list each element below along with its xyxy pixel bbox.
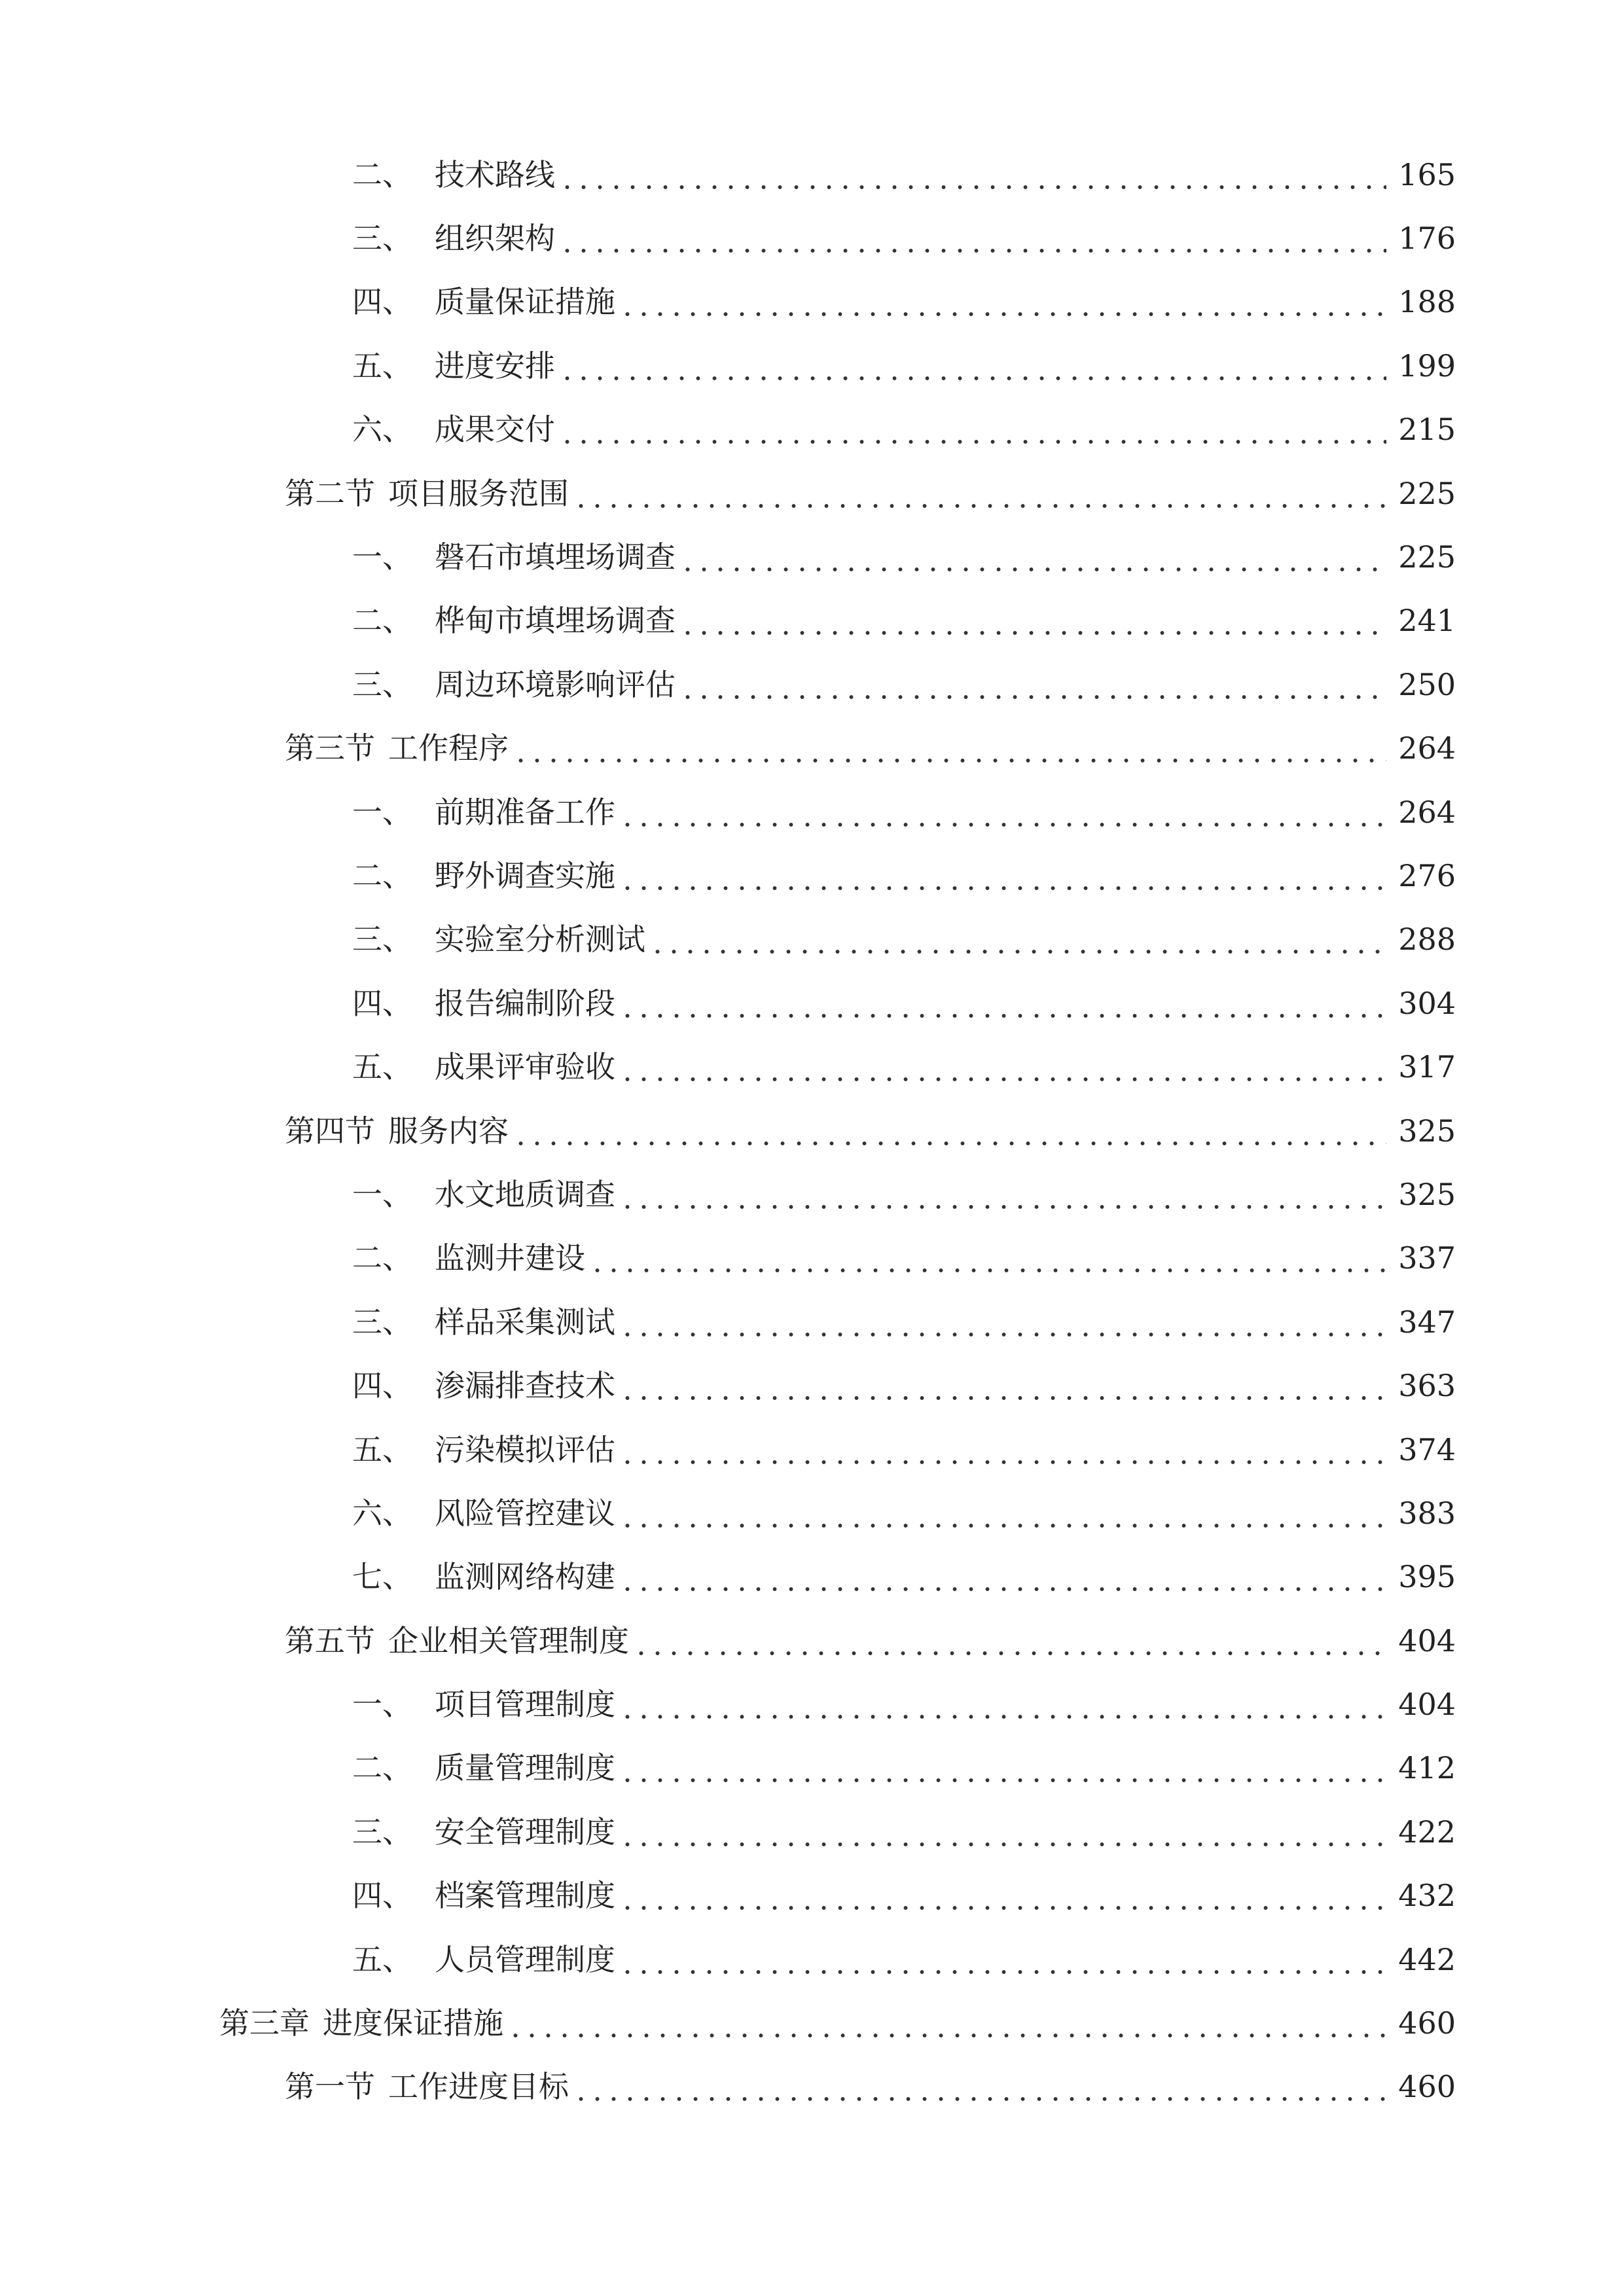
toc-entry-number: 二、 [352, 1750, 412, 1786]
toc-dot-leader [573, 478, 1386, 509]
toc-entry-page-number: 325 [1398, 1113, 1456, 1149]
toc-entry[interactable] [0, 971, 1624, 1035]
toc-entry-page-number: 188 [1398, 284, 1456, 320]
toc-entry-title: 企业相关管理制度 [388, 1623, 629, 1659]
toc-entry-title: 周边环境影响评估 [435, 666, 676, 702]
toc-entry-page-number: 460 [1398, 2005, 1456, 2041]
toc-entry[interactable] [0, 1418, 1624, 1481]
toc-entry-title: 进度安排 [435, 348, 555, 384]
toc-entry-title: 档案管理制度 [435, 1878, 615, 1914]
toc-entry-title: 项目服务范围 [388, 475, 569, 511]
toc-entry-number: 四、 [352, 985, 412, 1021]
toc-dot-leader [619, 1880, 1386, 1910]
toc-entry-page-number: 383 [1398, 1495, 1456, 1531]
toc-entry-page-number: 460 [1398, 2069, 1456, 2105]
toc-dot-leader [559, 351, 1386, 381]
toc-entry-page-number: 432 [1398, 1878, 1456, 1914]
toc-entry-number: 五、 [352, 348, 412, 384]
toc-entry-number: 一、 [352, 1687, 412, 1723]
toc-dot-leader [619, 287, 1386, 317]
toc-entry[interactable] [0, 1035, 1624, 1098]
toc-dot-leader [559, 414, 1386, 444]
toc-entry-number: 三、 [352, 1304, 412, 1340]
toc-entry[interactable] [0, 1354, 1624, 1417]
toc-entry[interactable] [0, 1864, 1624, 1928]
toc-dot-leader [619, 1307, 1386, 1337]
toc-entry-title: 监测井建设 [435, 1240, 585, 1276]
toc-entry-title: 成果评审验收 [435, 1049, 615, 1085]
toc-dot-leader [589, 1243, 1386, 1273]
toc-entry-number: 一、 [352, 539, 412, 575]
toc-entry-title: 野外调查实施 [435, 857, 615, 893]
toc-entry[interactable] [0, 780, 1624, 844]
toc-entry[interactable] [0, 1162, 1624, 1226]
toc-entry-number: 四、 [352, 1368, 412, 1404]
toc-entry[interactable] [0, 1099, 1624, 1162]
toc-dot-leader [507, 2008, 1386, 2038]
toc-entry-number: 二、 [352, 603, 412, 639]
toc-entry-title: 桦甸市填埋场调查 [435, 603, 676, 639]
toc-entry-number: 五、 [352, 1049, 412, 1085]
toc-entry-page-number: 250 [1398, 666, 1456, 702]
toc-dot-leader [559, 223, 1386, 253]
toc-entry-title: 人员管理制度 [435, 1941, 615, 1977]
toc-entry-number: 三、 [352, 922, 412, 958]
toc-dot-leader [619, 1817, 1386, 1847]
toc-entry-page-number: 374 [1398, 1431, 1456, 1467]
toc-entry-title: 前期准备工作 [435, 794, 615, 830]
toc-entry-page-number: 363 [1398, 1368, 1456, 1404]
toc-dot-leader [679, 542, 1386, 572]
toc-entry-number: 第二节 [285, 475, 375, 511]
toc-dot-leader [559, 160, 1386, 190]
toc-entry[interactable] [0, 398, 1624, 461]
toc-entry[interactable] [0, 717, 1624, 780]
toc-entry-page-number: 304 [1398, 985, 1456, 1021]
toc-entry-number: 七、 [352, 1559, 412, 1595]
toc-entry-number: 一、 [352, 794, 412, 830]
toc-entry[interactable] [0, 2055, 1624, 2119]
toc-entry-page-number: 422 [1398, 1814, 1456, 1850]
toc-entry-page-number: 325 [1398, 1176, 1456, 1212]
toc-entry-page-number: 264 [1398, 794, 1456, 830]
toc-dot-leader [619, 988, 1386, 1018]
toc-entry-title: 实验室分析测试 [435, 922, 645, 958]
toc-entry-number: 二、 [352, 857, 412, 893]
toc-entry-title: 渗漏排查技术 [435, 1368, 615, 1404]
toc-entry-page-number: 225 [1398, 475, 1456, 511]
toc-entry-title: 项目管理制度 [435, 1687, 615, 1723]
toc-entry[interactable] [0, 206, 1624, 270]
toc-dot-leader [619, 1498, 1386, 1528]
toc-entry[interactable] [0, 270, 1624, 334]
toc-dot-leader [573, 2072, 1386, 2102]
toc-entry-number: 二、 [352, 156, 412, 192]
toc-entry[interactable] [0, 1991, 1624, 2054]
toc-entry-page-number: 215 [1398, 412, 1456, 448]
toc-entry-title: 技术路线 [435, 156, 555, 192]
toc-dot-leader [679, 670, 1386, 700]
toc-entry-page-number: 395 [1398, 1559, 1456, 1595]
toc-entry-page-number: 412 [1398, 1750, 1456, 1786]
toc-entry-title: 监测网络构建 [435, 1559, 615, 1595]
toc-entry-number: 第五节 [285, 1623, 375, 1659]
toc-entry-title: 质量保证措施 [435, 284, 615, 320]
toc-entry[interactable] [0, 1800, 1624, 1863]
toc-entry-title: 风险管控建议 [435, 1495, 615, 1531]
toc-entry-number: 五、 [352, 1941, 412, 1977]
toc-dot-leader [619, 1052, 1386, 1082]
toc-dot-leader [679, 605, 1386, 636]
toc-entry[interactable] [0, 1227, 1624, 1290]
toc-entry-page-number: 225 [1398, 539, 1456, 575]
toc-dot-leader [619, 797, 1386, 827]
toc-dot-leader [633, 1626, 1386, 1656]
toc-entry-number: 一、 [352, 1176, 412, 1212]
toc-entry[interactable] [0, 1928, 1624, 1991]
toc-entry-number: 第一节 [285, 2069, 375, 2105]
toc-entry-number: 第三章 [219, 2005, 310, 2041]
toc-dot-leader [619, 1945, 1386, 1975]
toc-entry-page-number: 241 [1398, 603, 1456, 639]
toc-entry-title: 污染模拟评估 [435, 1431, 615, 1467]
toc-entry-page-number: 276 [1398, 857, 1456, 893]
toc-entry-title: 磐石市填埋场调查 [435, 539, 676, 575]
toc-entry-page-number: 404 [1398, 1623, 1456, 1659]
toc-entry[interactable] [0, 1672, 1624, 1736]
toc-entry[interactable] [0, 143, 1624, 206]
toc-entry-title: 成果交付 [435, 412, 555, 448]
toc-entry[interactable] [0, 653, 1624, 716]
toc-entry[interactable] [0, 334, 1624, 397]
toc-entry[interactable] [0, 1545, 1624, 1609]
toc-entry-number: 三、 [352, 666, 412, 702]
toc-entry-number: 三、 [352, 1814, 412, 1850]
table-of-contents [0, 143, 1624, 2119]
toc-entry-page-number: 165 [1398, 156, 1456, 192]
toc-entry[interactable] [0, 1736, 1624, 1800]
toc-dot-leader [619, 1562, 1386, 1592]
toc-entry[interactable] [0, 461, 1624, 525]
toc-entry-page-number: 288 [1398, 922, 1456, 958]
toc-entry-title: 服务内容 [388, 1113, 509, 1149]
toc-dot-leader [619, 1753, 1386, 1783]
toc-dot-leader [619, 1689, 1386, 1719]
toc-entry[interactable] [0, 1481, 1624, 1545]
toc-entry-title: 水文地质调查 [435, 1176, 615, 1212]
toc-entry[interactable] [0, 525, 1624, 588]
toc-entry-number: 第三节 [285, 730, 375, 766]
toc-entry-title: 安全管理制度 [435, 1814, 615, 1850]
toc-entry-page-number: 337 [1398, 1240, 1456, 1276]
toc-entry-number: 第四节 [285, 1113, 375, 1149]
toc-entry-title: 样品采集测试 [435, 1304, 615, 1340]
toc-entry-number: 四、 [352, 1878, 412, 1914]
toc-entry-number: 二、 [352, 1240, 412, 1276]
toc-entry-title: 质量管理制度 [435, 1750, 615, 1786]
toc-entry-page-number: 317 [1398, 1049, 1456, 1085]
toc-dot-leader [513, 733, 1386, 763]
toc-entry-page-number: 264 [1398, 730, 1456, 766]
toc-dot-leader [619, 1179, 1386, 1210]
toc-entry[interactable] [0, 844, 1624, 907]
toc-entry[interactable] [0, 908, 1624, 971]
toc-entry-number: 四、 [352, 284, 412, 320]
toc-dot-leader [619, 861, 1386, 891]
toc-entry-number: 六、 [352, 1495, 412, 1531]
toc-entry-number: 五、 [352, 1431, 412, 1467]
toc-entry-page-number: 442 [1398, 1941, 1456, 1977]
toc-dot-leader [649, 924, 1386, 954]
toc-dot-leader [513, 1116, 1386, 1146]
toc-entry-page-number: 176 [1398, 221, 1456, 257]
toc-entry-page-number: 404 [1398, 1687, 1456, 1723]
toc-dot-leader [619, 1371, 1386, 1401]
toc-entry-title: 工作进度目标 [388, 2069, 569, 2105]
toc-entry-number: 三、 [352, 221, 412, 257]
toc-entry-page-number: 347 [1398, 1304, 1456, 1340]
toc-entry[interactable] [0, 1290, 1624, 1354]
toc-entry[interactable] [0, 589, 1624, 653]
toc-entry-title: 报告编制阶段 [435, 985, 615, 1021]
toc-entry-title: 组织架构 [435, 221, 555, 257]
toc-entry-page-number: 199 [1398, 348, 1456, 384]
toc-entry-title: 进度保证措施 [323, 2005, 503, 2041]
toc-dot-leader [619, 1435, 1386, 1465]
toc-entry-number: 六、 [352, 412, 412, 448]
toc-entry[interactable] [0, 1609, 1624, 1672]
toc-entry-title: 工作程序 [388, 730, 509, 766]
